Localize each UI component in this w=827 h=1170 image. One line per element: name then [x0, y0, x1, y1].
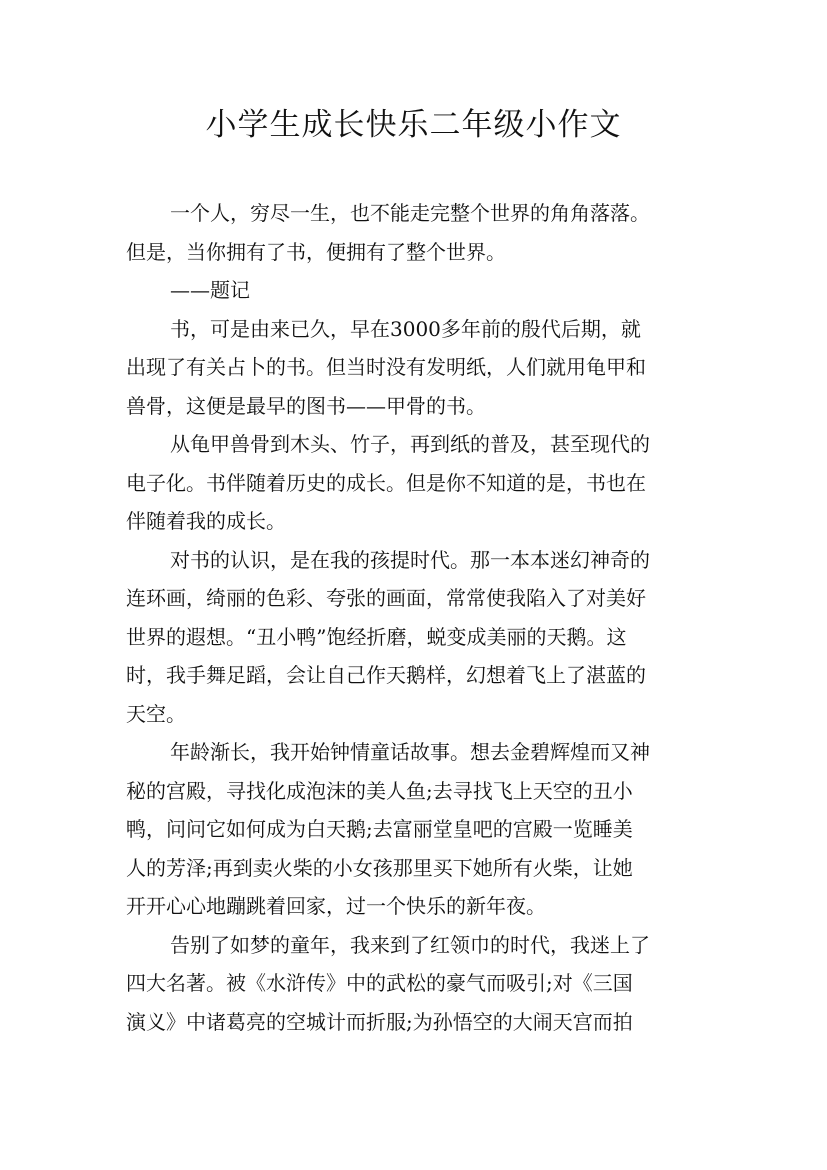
text-line: ——题记 [170, 278, 250, 302]
text-line: 开开心心地蹦跳着回家，过一个快乐的新年夜。 [126, 894, 546, 918]
text-line: 四大名著。被《水浒传》中的武松的豪气而吸引;对《三国 [126, 971, 633, 995]
document-body [126, 194, 706, 1041]
text-line: 书，可是由来已久，早在3000多年前的殷代后期，就 [170, 316, 641, 341]
text-line: 电子化。书伴随着历史的成长。但是你不知道的是，书也在 [126, 470, 646, 495]
text-line: 天空。 [126, 701, 186, 726]
text-line: 秘的宫殿，寻找化成泡沫的美人鱼;去寻找飞上天空的丑小 [126, 778, 633, 803]
text-line: 伴随着我的成长。 [126, 509, 286, 533]
text-line: 出现了有关占卜的书。但当时没有发明纸，人们就用龟甲和 [126, 355, 646, 379]
text-line: 连环画，绮丽的色彩、夸张的画面，常常使我陷入了对美好 [126, 586, 646, 610]
text-line: 但是，当你拥有了书，便拥有了整个世界。 [126, 239, 506, 264]
text-line: 鸭，问问它如何成为白天鹅;去富丽堂皇吧的宫殿一览睡美 [126, 817, 633, 841]
text-line: 兽骨，这便是最早的图书——甲骨的书。 [126, 393, 486, 418]
text-line: 时，我手舞足蹈，会让自己作天鹅样，幻想着飞上了湛蓝的 [126, 663, 646, 687]
text-line: 世界的遐想。“丑小鸭”饱经折磨，蜕变成美丽的天鹅。这 [126, 624, 627, 649]
text-line: 人的芳泽;再到卖火柴的小女孩那里买下她所有火柴，让她 [126, 855, 633, 880]
document-title: 小学生成长快乐二年级小作文 [205, 107, 622, 143]
text-line: 从龟甲兽骨到木头、竹子，再到纸的普及，甚至现代的 [170, 432, 650, 456]
text-line: 年龄渐长，我开始钟情童话故事。想去金碧辉煌而又神 [170, 740, 650, 764]
text-line: 对书的认识，是在我的孩提时代。那一本本迷幻神奇的 [170, 547, 650, 572]
text-line: 一个人，穷尽一生，也不能走完整个世界的角角落落。 [170, 201, 650, 225]
text-line: 告别了如梦的童年，我来到了红领巾的时代，我迷上了 [170, 932, 650, 957]
text-line: 演义》中诸葛亮的空城计而折服;为孙悟空的大闹天宫而拍 [126, 1009, 633, 1034]
